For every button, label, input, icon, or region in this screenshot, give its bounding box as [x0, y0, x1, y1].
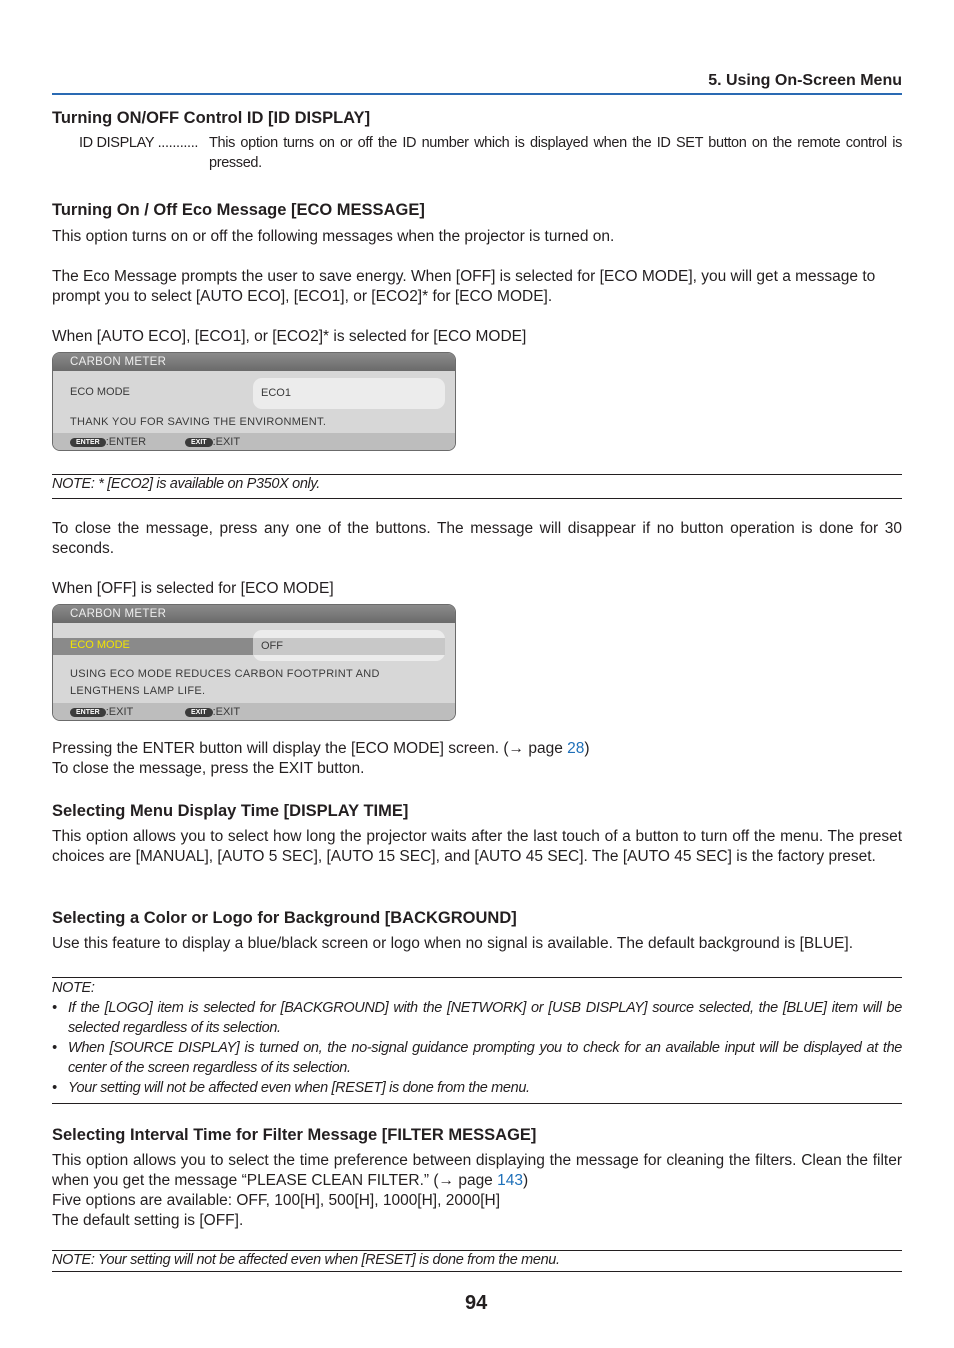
note-item: • When [SOURCE DISPLAY] is turned on, the no-signal guidance prompting you to check for an available input will be displayed at the center of the screen regardless of its selection.: [52, 1040, 902, 1076]
page-link-28[interactable]: 28: [567, 740, 585, 757]
enter-key-action: :EXIT: [105, 706, 134, 718]
exit-key-icon: EXIT: [185, 438, 213, 447]
filter-paragraph-2: Five options are available: OFF, 100[H], 500[H], 1000[H], 2000[H]: [52, 1192, 501, 1209]
carbon-meter-screen-eco: [52, 352, 456, 451]
note-rule-bottom: [52, 1271, 902, 1272]
eco-paragraph-4: To close the message, press any one of the buttons. The message will disappear if no button operation is done for 30 seconds.: [52, 520, 902, 557]
filter-note: NOTE: Your setting will not be affected even when [RESET] is done from the menu.: [52, 1252, 560, 1268]
filter-paragraph-3: The default setting is [OFF].: [52, 1212, 244, 1229]
heading-display-time: Selecting Menu Display Time [DISPLAY TIME]: [52, 802, 409, 820]
note-rule-bottom: [52, 498, 902, 499]
enter-key-action: :ENTER: [105, 436, 147, 448]
enter-key-icon: ENTER: [70, 708, 106, 717]
note-item: • Your setting will not be affected even when [RESET] is done from the menu.: [52, 1080, 530, 1096]
filter-paragraph-1: This option allows you to select the time preference between displaying the message for cleaning the filters. Clean the filter when you get the message “PLEASE CLEAN FILTER.” (→ page 143): [52, 1152, 902, 1189]
eco-paragraph-7: To close the message, press the EXIT button.: [52, 760, 365, 777]
heading-eco-message: Turning On / Off Eco Message [ECO MESSAGE]: [52, 201, 425, 219]
exit-key-action: :EXIT: [212, 436, 241, 448]
eco-paragraph-2: The Eco Message prompts the user to save energy. When [OFF] is selected for [ECO MODE], you will get a message to prompt you to select [AUTO ECO], [ECO1], or [ECO2]* for [ECO MODE].: [52, 268, 876, 305]
note-rule-bottom: [52, 1103, 902, 1104]
osd-footer: [53, 433, 455, 450]
note-title: NOTE:: [52, 980, 95, 996]
page-link-143[interactable]: 143: [497, 1172, 523, 1189]
osd-eco-mode-label: ECO MODE: [70, 639, 130, 651]
note-eco2: NOTE: * [ECO2] is available on P350X only.: [52, 476, 320, 492]
osd-message: THANK YOU FOR SAVING THE ENVIRONMENT.: [70, 416, 327, 428]
header-rule: [52, 93, 902, 95]
enter-key-icon: ENTER: [70, 438, 106, 447]
exit-key-icon: EXIT: [185, 708, 213, 717]
osd-eco-mode-label: ECO MODE: [70, 386, 130, 398]
eco-paragraph-5: When [OFF] is selected for [ECO MODE]: [52, 580, 334, 597]
background-note: [52, 978, 902, 1098]
osd-footer: [53, 703, 455, 720]
eco-paragraph-3: When [AUTO ECO], [ECO1], or [ECO2]* is selected for [ECO MODE]: [52, 328, 527, 345]
note-item: • If the [LOGO] item is selected for [BACKGROUND] with the [NETWORK] or [USB DISPLAY] source selected, the [BLUE] item will be selected regardless of its selection.: [52, 1000, 902, 1036]
osd-eco-mode-value-box: [253, 630, 445, 661]
osd-eco-mode-value: ECO1: [253, 378, 445, 409]
osd-message-line-2: LENGTHENS LAMP LIFE.: [70, 685, 206, 697]
heading-background: Selecting a Color or Logo for Background [BACKGROUND]: [52, 909, 517, 927]
heading-id-display: Turning ON/OFF Control ID [ID DISPLAY]: [52, 109, 371, 127]
eco-paragraph-6: Pressing the ENTER button will display the [ECO MODE] screen. (→ page 28): [52, 740, 590, 757]
page-number: 94: [465, 1292, 488, 1314]
chapter-title: 5. Using On-Screen Menu: [708, 72, 902, 89]
osd-title: CARBON METER: [53, 605, 455, 623]
osd-message-line-1: USING ECO MODE REDUCES CARBON FOOTPRINT AND: [70, 668, 380, 680]
desc-id-display: This option turns on or off the ID number which is displayed when the ID SET button on the remote control is pressed.: [209, 135, 902, 171]
carbon-meter-screen-off: [52, 604, 456, 721]
eco-paragraph-1: This option turns on or off the following messages when the projector is turned on.: [52, 228, 615, 245]
term-id-display: ID DISPLAY ...........: [79, 135, 199, 151]
background-paragraph: Use this feature to display a blue/black screen or logo when no signal is available. The default background is [BLUE].: [52, 935, 854, 952]
osd-title: CARBON METER: [53, 353, 455, 371]
osd-eco-mode-value: OFF: [253, 638, 445, 655]
display-time-paragraph: This option allows you to select how long the projector waits after the last touch of a button to turn off the menu. The preset choices are [MANUAL], [AUTO 5 SEC], [AUTO 15 SEC], and [AUTO 45 SEC]. The [AUTO 45 SEC] is the factory preset.: [52, 828, 902, 865]
heading-filter-message: Selecting Interval Time for Filter Message [FILTER MESSAGE]: [52, 1126, 537, 1144]
exit-key-action: :EXIT: [212, 706, 241, 718]
